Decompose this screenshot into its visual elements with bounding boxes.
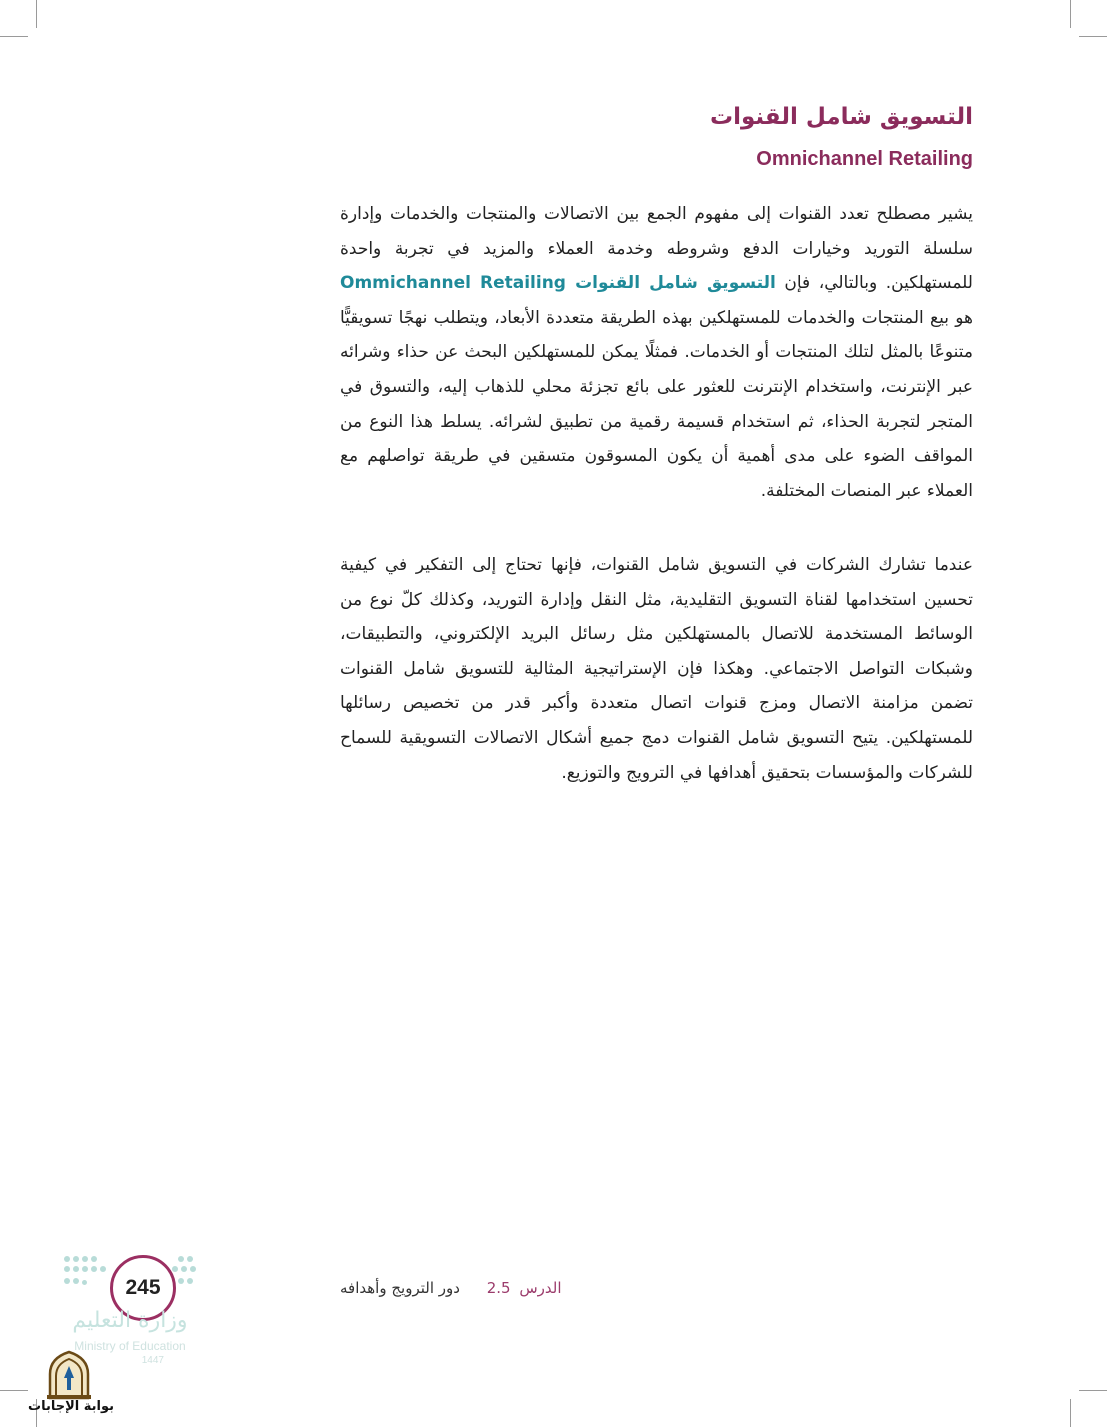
- crop-mark: [36, 0, 37, 28]
- section-title-english: Omnichannel Retailing: [756, 148, 973, 170]
- crop-mark: [0, 1390, 28, 1391]
- crop-mark: [1070, 0, 1071, 28]
- paragraph-1-text-a: يشير مصطلح تعدد القنوات إلى مفهوم الجمع بين الاتصالات والمنتجات والخدمات وإدارة سلسلة التوريد وخيارات الدفع وشروطه وخدمة العملاء والمزيد في تجربة واحدة للمستهلكين. وبالتالي، فإن: [340, 204, 973, 294]
- lesson-label: الدرس: [519, 1279, 562, 1297]
- paragraph-1: [340, 197, 973, 508]
- crop-mark: [1079, 36, 1107, 37]
- watermark-text: بوابة الإجابات: [28, 1399, 114, 1414]
- highlighted-term: التسويق شامل القنوات Ommichannel Retailing: [340, 273, 776, 294]
- lesson-number: 2.5: [486, 1279, 511, 1297]
- ministry-year: 1447: [141, 1355, 164, 1366]
- crop-mark: [1070, 1399, 1071, 1427]
- ministry-name-arabic: وزارة التعليم: [72, 1308, 188, 1333]
- section-title-arabic: التسويق شامل القنوات: [709, 104, 973, 130]
- lesson-title: دور الترويج وأهدافه: [340, 1279, 460, 1297]
- paragraph-2: عندما تشارك الشركات في التسويق شامل القنوات، فإنها تحتاج إلى التفكير في كيفية تحسين استخدامها لقناة التسويق التقليدية، مثل النقل وإدارة التوريد، وكذلك كلّ نوع من الوسائط المستخدمة للاتصال بالمستهلكين مثل رسائل البريد الإلكتروني، والتطبيقات، وشبكات التواصل الاجتماعي. وهكذا فإن الإستراتيجية المثالية للتسويق شامل القنوات تضمن مزامنة الاتصال ومزج قنوات اتصال متعددة وأكبر قدر من تخصيص رسائلها للمستهلكين. يتيح التسويق شامل القنوات دمج جميع أشكال الاتصالات التسويقية للسماح للشركات والمؤسسات بتحقيق أهدافها في الترويج والتوزيع.: [340, 555, 973, 783]
- lesson-footer: [340, 1279, 562, 1297]
- crop-mark: [0, 36, 28, 37]
- crop-mark: [1079, 1390, 1107, 1391]
- portal-emblem-icon: [44, 1348, 94, 1400]
- paragraph-1-text-b: هو بيع المنتجات والخدمات للمستهلكين بهذه الطريقة متعددة الأبعاد، ويتطلب نهجًا تسويقيًّا متنوعًا بالمثل لتلك المنتجات أو الخدمات. فمثلًا يمكن للمستهلكين البحث عن حذاء وشرائه عبر الإنترنت، واستخدام الإنترنت للعثور على بائع تجزئة محلي للذهاب إليه، والتسوق في المتجر لتجربة الحذاء، ثم استخدام قسيمة رقمية من تطبيق لشرائه. يسلط هذا النوع من المواقف الضوء على مدى أهمية أن يكون المسوقون متسقين في طريقة تواصلهم مع العملاء عبر المنصات المختلفة.: [340, 307, 973, 501]
- ministry-name-english: Ministry of Education: [74, 1339, 186, 1353]
- page-number-text: 245: [125, 1276, 161, 1299]
